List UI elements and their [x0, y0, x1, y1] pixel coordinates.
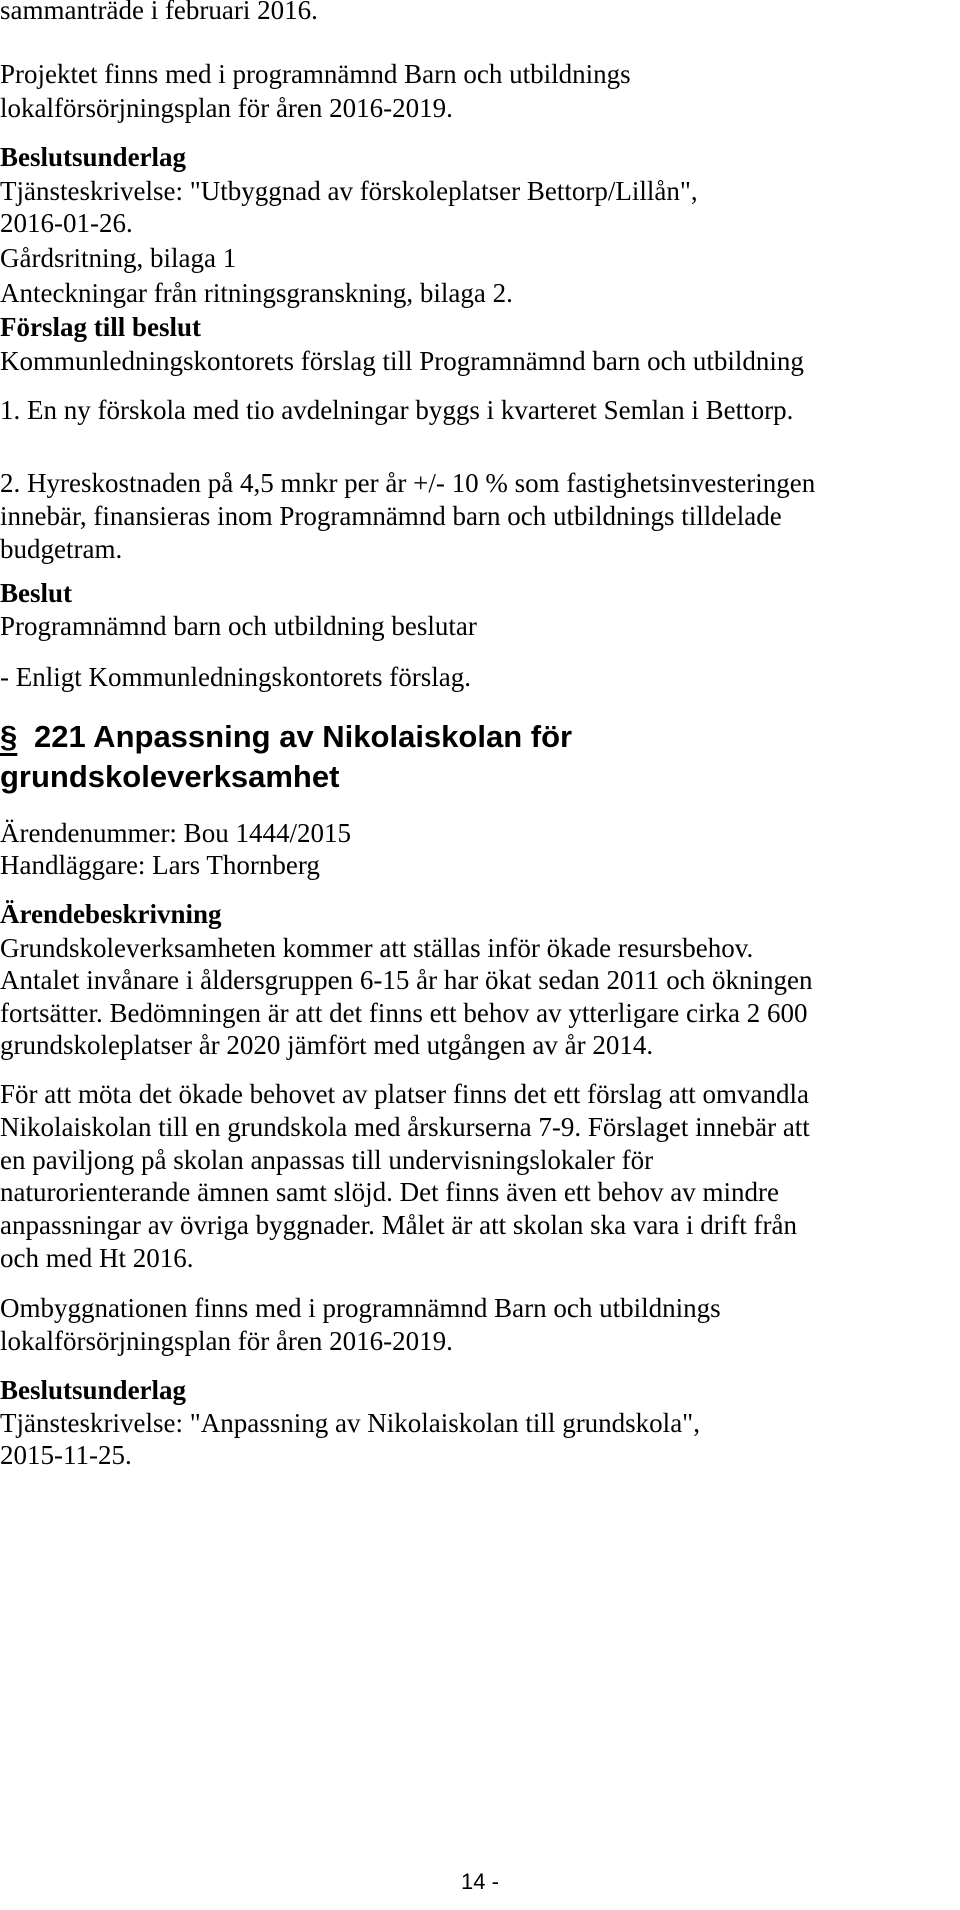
text-line: budgetram. [0, 534, 123, 564]
subheading-beslutsunderlag: Beslutsunderlag [0, 142, 187, 172]
text-line: 1. En ny förskola med tio avdelningar byggs i kvarteret Semlan i Bettorp. [0, 395, 794, 425]
text-line: innebär, finansieras inom Programnämnd barn och utbildnings tilldelade [0, 501, 782, 531]
section-sign: § [0, 719, 18, 754]
text-line: Ärendenummer: Bou 1444/2015 [0, 818, 351, 848]
text-line: en paviljong på skolan anpassas till undervisningslokaler för [0, 1145, 654, 1175]
text-line: Handläggare: Lars Thornberg [0, 850, 320, 880]
page-number: 14 - [461, 1869, 499, 1894]
text-line: Ombyggnationen finns med i programnämnd Barn och utbildnings [0, 1293, 721, 1323]
section-heading-title: 221 Anpassning av Nikolaiskolan för [34, 719, 573, 754]
text-line: 2016-01-26. [0, 208, 133, 238]
text-line: grundskoleplatser år 2020 jämfört med utgången av år 2014. [0, 1030, 654, 1060]
text-line: 2015-11-25. [0, 1440, 132, 1470]
text-line: Projektet finns med i programnämnd Barn och utbildnings [0, 59, 631, 89]
text-line: sammanträde i februari 2016. [0, 0, 318, 25]
text-line: Programnämnd barn och utbildning beslutar [0, 611, 477, 641]
section-heading [0, 717, 572, 757]
text-line: Antalet invånare i åldersgruppen 6-15 år har ökat sedan 2011 och ökningen [0, 965, 813, 995]
subheading-beslutsunderlag: Beslutsunderlag [0, 1375, 187, 1405]
text-line: Kommunledningskontorets förslag till Programnämnd barn och utbildning [0, 346, 804, 376]
text-line: Gårdsritning, bilaga 1 [0, 243, 237, 273]
text-line: naturorienterande ämnen samt slöjd. Det finns även ett behov av mindre [0, 1177, 780, 1207]
subheading-forslag-till-beslut: Förslag till beslut [0, 312, 201, 342]
text-line: och med Ht 2016. [0, 1243, 194, 1273]
text-line: Tjänsteskrivelse: "Utbyggnad av förskoleplatser Bettorp/Lillån", [0, 176, 698, 206]
text-line: Tjänsteskrivelse: "Anpassning av Nikolaiskolan till grundskola", [0, 1408, 700, 1438]
text-line: lokalförsörjningsplan för åren 2016-2019. [0, 93, 453, 123]
text-line: anpassningar av övriga byggnader. Målet är att skolan ska vara i drift från [0, 1210, 797, 1240]
subheading-arendebeskrivning: Ärendebeskrivning [0, 899, 222, 929]
text-line: fortsätter. Bedömningen är att det finns ett behov av ytterligare cirka 2 600 [0, 998, 808, 1028]
text-line: Grundskoleverksamheten kommer att ställas inför ökade resursbehov. [0, 933, 754, 963]
text-line: Nikolaiskolan till en grundskola med årskurserna 7-9. Förslaget innebär att [0, 1112, 810, 1142]
text-line: Anteckningar från ritningsgranskning, bilaga 2. [0, 278, 513, 308]
text-line: lokalförsörjningsplan för åren 2016-2019. [0, 1326, 453, 1356]
text-line: För att möta det ökade behovet av platser finns det ett förslag att omvandla [0, 1079, 810, 1109]
section-heading-continued: grundskoleverksamhet [0, 759, 340, 794]
subheading-beslut: Beslut [0, 578, 73, 608]
text-line: 2. Hyreskostnaden på 4,5 mnkr per år +/- 10 % som fastighetsinvesteringen [0, 468, 816, 498]
text-line: - Enligt Kommunledningskontorets förslag. [0, 662, 471, 692]
